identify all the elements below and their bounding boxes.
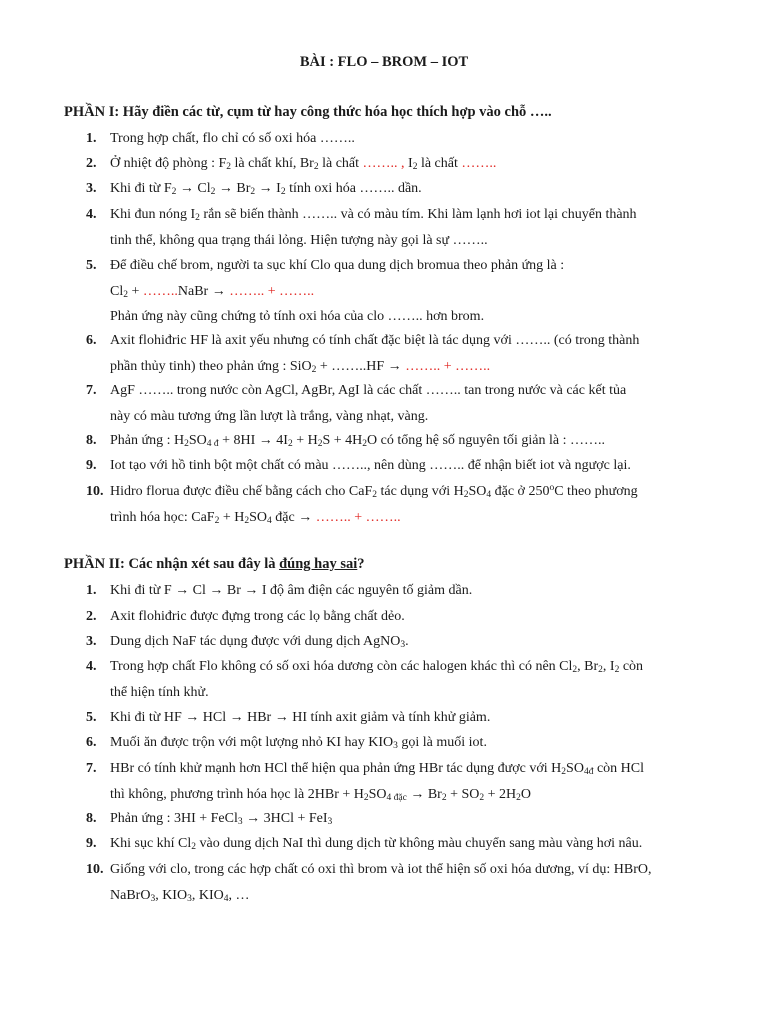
page-title: BÀI : FLO – BROM – IOT — [299, 54, 469, 70]
blank-marker: …….. — [315, 509, 355, 525]
part1-question-5: 5. Để điều chế brom, người ta sục khí Clo qua dung dịch bromua theo phản ứng là : $Cl_2$ + ……..NaBr → …….. + …….. Phản ứng này cũng chứng tỏ tính oxi hóa của clo …….. hơn brom. — [86, 258, 565, 324]
part2-statement-2: 2. Axit flohiđric được đựng trong các lọ bằng chất dẻo. — [86, 609, 405, 624]
part1-question-9: 9. Iot tạo với hồ tinh bột một chất có màu …….., nên dùng …….. để nhận biết iot và ngược lại. — [86, 458, 631, 473]
part1-question-4: 4. Khi đun nóng $I_2$ rắn sẽ biến thành …….. và có màu tím. Khi làm lạnh hơi iot lại chuyển thành tinh thể, không qua trạng thái lỏng. Hiện tượng này gọi là sự …….. — [86, 207, 637, 248]
blank-marker: …….. — [405, 358, 444, 374]
part2-statement-9: 9. Khi sục khí $Cl_2$ vào dung dịch NaI thì dung dịch từ không màu chuyển sang màu vàng hơi nâu. — [86, 836, 643, 852]
part1-question-3: 3. Khi đi từ $F_2 \to Cl_2 \to Br_2 \to I_2$ tính oxi hóa …….. dần. — [86, 181, 422, 197]
part2-statement-7: 7. HBr có tính khử mạnh hơn HCl thể hiện qua phản ứng HBr tác dụng được với $H_2SO_{4đ}$ còn HCl thì không, phương trình hóa học là $2HBr + H_2SO_{4 đặc} \to Br_2 + SO_2 + 2H_2O$ — [86, 761, 645, 803]
blank-marker: …….. — [461, 156, 497, 171]
part2-heading: PHẦN II: Các nhận xét sau đây là đúng hay sai? — [64, 556, 365, 572]
part2-statement-6: 6. Muối ăn được trộn với một lượng nhỏ KI hay $KIO_3$ gọi là muối iot. — [86, 735, 487, 751]
part1-question-1: 1. Trong hợp chất, flo chỉ có số oxi hóa …….. — [86, 131, 355, 146]
part1-question-10: 10. Hidro florua được điều chế bằng cách cho CaF$_2$ tác dụng với $H_2SO_4$ đặc ở 250$^o$C theo phương trình hóa học: $CaF_2 + H_2SO_4$ đặc → …….. + …….. — [86, 483, 638, 526]
part1-question-7: 7. AgF …….. trong nước còn AgCl, AgBr, AgI là các chất …….. tan trong nước và các kết tủa này có màu tương ứng lần lượt là trắng, vàng nhạt, vàng. — [86, 383, 627, 424]
blank-marker: …….. — [279, 283, 315, 299]
part1-question-2: 2. Ở nhiệt độ phòng : $F_2$ là chất khí, $Br_2$ là chất …….. , $I_2$ là chất …….. — [86, 156, 497, 172]
part1-heading: PHẦN I: Hãy điền các từ, cụm từ hay công thức hóa học thích hợp vào chỗ ….. — [64, 104, 552, 120]
blank-marker: …….. — [142, 283, 178, 299]
part2-statement-5: 5. Khi đi từ HF → HCl → HBr → HI tính axit giảm và tính khử giảm. — [86, 710, 491, 725]
part1-question-8: 8. Phản ứng : $H_2SO_{4 đ} + 8HI \to 4I_2 + H_2S + 4H_2O$ có tổng hệ số nguyên tối giản là : …….. — [86, 433, 605, 449]
part2-statement-3: 3. Dung dịch NaF tác dụng được với dung dịch AgNO$_3$. — [86, 634, 409, 650]
blank-marker: …….. — [455, 358, 491, 374]
blank-marker: …….. — [362, 509, 401, 525]
blank-marker: …….. , — [362, 156, 405, 171]
part2-statement-8: 8. Phản ứng : 3HI + FeCl$_3$ → 3HCl + FeI$_3$ — [86, 811, 333, 827]
part1-question-6: 6. Axit flohiđric HF là axit yếu nhưng có tính chất đặc biệt là tác dụng với …….. (có trong thành phần thủy tinh) theo phản ứng : SiO$_2$ + ……..HF → …….. + …….. — [86, 333, 640, 375]
part2-statement-1: 1. Khi đi từ F → Cl → Br → I độ âm điện các nguyên tố giảm dần. — [86, 583, 473, 598]
part2-statement-4: 4. Trong hợp chất Flo không có số oxi hóa dương còn các halogen khác thì có nên $Cl_2$, $Br_2$, $I_2$ còn thể hiện tính khử. — [86, 659, 644, 700]
part2-statement-10: 10. Giống với clo, trong các hợp chất có oxi thì brom và iot thể hiện số oxi hóa dương, ví dụ: HBrO, NaBrO$_3$, $KIO_3$, $KIO_4$, … — [86, 862, 652, 904]
blank-marker: …….. — [229, 283, 268, 299]
